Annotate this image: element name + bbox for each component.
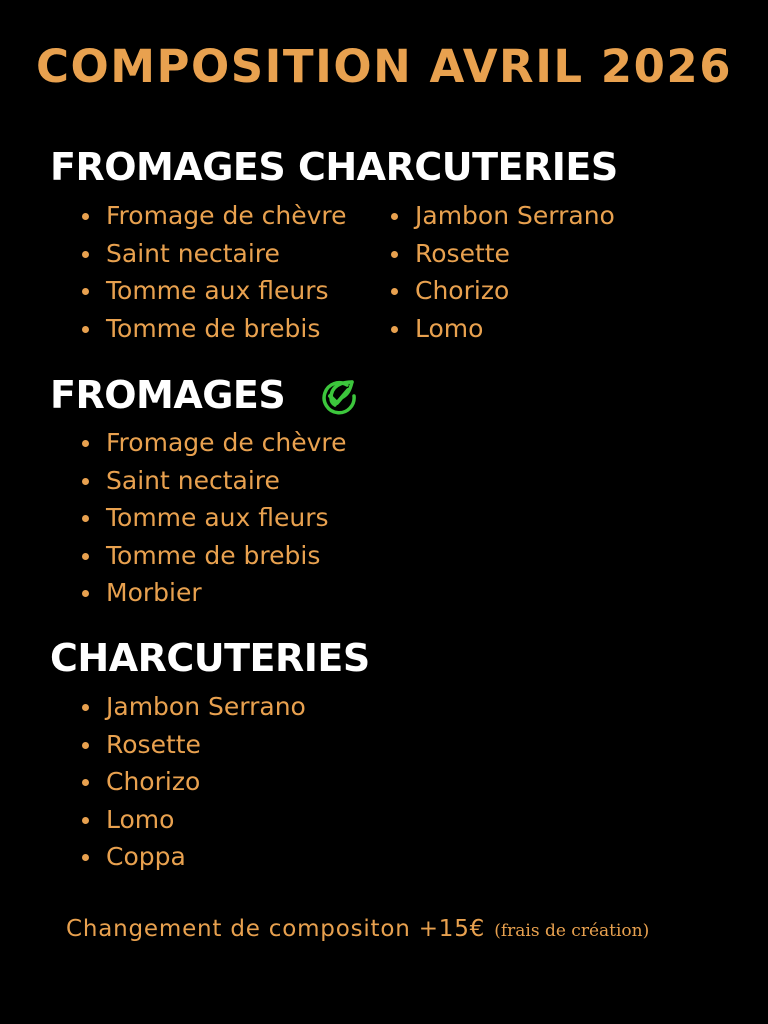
list-item: Chorizo: [391, 272, 615, 310]
list-item: Tomme aux fleurs: [82, 499, 347, 537]
page-title: COMPOSITION AVRIL 2026: [35, 40, 733, 93]
list-item: Morbier: [82, 574, 347, 612]
cheese-list: [82, 424, 347, 612]
list-item: Lomo: [82, 801, 306, 839]
list-item: Fromage de chèvre: [82, 424, 347, 462]
footer-subnote: (frais de création): [494, 921, 650, 941]
list-item: Saint nectaire: [82, 462, 347, 500]
section-heading-cheeses: FROMAGES: [50, 373, 286, 417]
mixed-meat-list: [391, 197, 615, 347]
list-item: Lomo: [391, 310, 615, 348]
list-item: Rosette: [82, 726, 306, 764]
section-heading-meats: CHARCUTERIES: [50, 636, 370, 680]
list-item: Chorizo: [82, 763, 306, 801]
list-item: Tomme de brebis: [82, 537, 347, 575]
list-item: Jambon Serrano: [82, 688, 306, 726]
footer-note: [66, 910, 649, 950]
list-item: Tomme aux fleurs: [82, 272, 347, 310]
list-item: Tomme de brebis: [82, 310, 347, 348]
footer-text: Changement de compositon +15€: [66, 916, 486, 942]
list-item: Jambon Serrano: [391, 197, 615, 235]
list-item: Rosette: [391, 235, 615, 273]
mixed-cheese-list: [82, 197, 347, 347]
list-item: Fromage de chèvre: [82, 197, 347, 235]
leaf-check-icon: [319, 376, 359, 416]
section-heading-mixed: FROMAGES CHARCUTERIES: [50, 145, 618, 189]
list-item: Saint nectaire: [82, 235, 347, 273]
meat-list: [82, 688, 306, 876]
list-item: Coppa: [82, 838, 306, 876]
